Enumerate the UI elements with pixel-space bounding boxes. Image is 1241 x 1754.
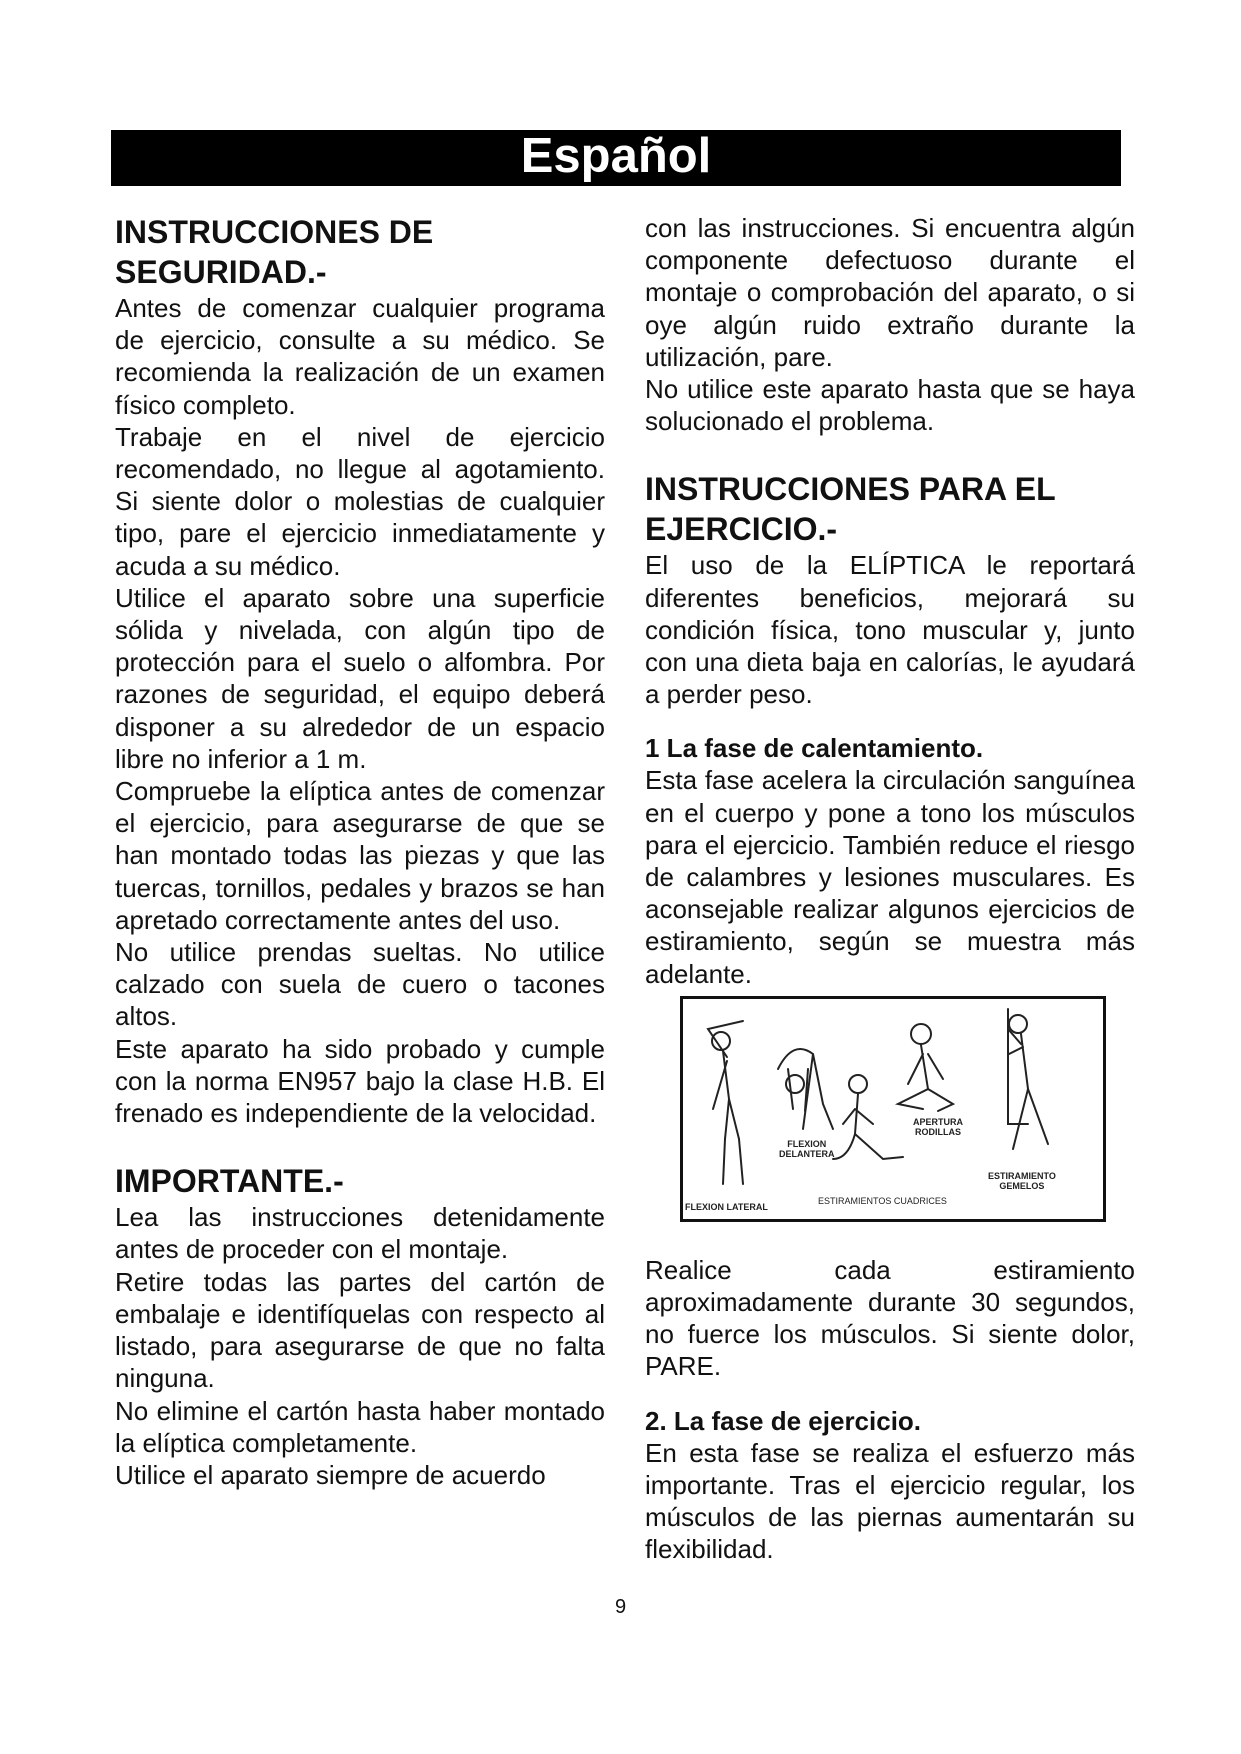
label-calf-stretch: ESTIRAMIENTO GEMELOS [988,1170,1056,1191]
important-paragraph-3: No elimine el cartón hasta haber montado la elíptica completamente. [115,1395,605,1458]
warmup-heading: 1 La fase de calentamiento. [645,733,984,764]
right-column [645,212,1135,1565]
language-banner [111,130,1121,186]
figure-knee-opening [898,1024,953,1111]
exercise-phase-heading: 2. La fase de ejercicio. [645,1405,922,1436]
safety-section [115,212,605,1129]
stretching-illustration [680,996,1106,1222]
warmup-text: Esta fase acelera la circulación sanguínea en el cuerpo y pone a tono los músculos para el ejercicio. También reduce el riesgo de calambres y lesiones musculares. Es aconsejable realizar algunos ejercicios de estiramiento, según se muestra más adelante. [645,765,1135,989]
label-knee-opening: APERTURA RODILLAS [913,1116,964,1137]
figure-lateral-flexion [708,1021,743,1184]
label-forward-flexion: FLEXION DELANTERA [779,1138,835,1159]
continued-paragraph-1: con las instrucciones. Si encuentra algún componente defectuoso durante el montaje o comprobación del aparato, o si oye algún ruido extraño durante la utilización, pare. [645,213,1135,372]
important-paragraph-1: Lea las instrucciones detenidamente antes de proceder con el montaje. [115,1202,605,1265]
important-section [115,1161,605,1491]
label-quad-stretch: ESTIRAMIENTOS CUADRICES [818,1195,947,1206]
important-paragraph-2: Retire todas las partes del cartón de embalaje e identifíquelas con respecto al listado, para asegurarse de que no falta ninguna. [115,1266,605,1394]
banner-title: Español [520,129,712,183]
left-column [115,212,605,1491]
safety-paragraph-4: Compruebe la elíptica antes de comenzar el ejercicio, para asegurarse de que se han montado todas las piezas y que las tuercas, tornillos, pedales y brazos se han apretado correctamente antes del uso. [115,776,605,935]
important-heading: IMPORTANTE.- [115,1163,344,1200]
label-lateral-flexion: FLEXION LATERAL [685,1201,768,1212]
exercise-heading: INSTRUCCIONES PARA EL EJERCICIO.- [645,471,1056,548]
safety-paragraph-1: Antes de comenzar cualquier programa de ejercicio, consulte a su médico. Se recomienda la realización de un examen físico completo. [115,293,605,420]
page-number: 9 [614,1596,627,1618]
safety-paragraph-2: Trabaje en el nivel de ejercicio recomendado, no llegue al agotamiento. Si siente dolor o molestias de cualquier tipo, pare el ejercicio inmediatamente y acuda a su médico. [115,421,605,581]
stretch-instructions: Realice cada estiramiento aproximadamente durante 30 segundos, no fuerce los músculos. Si siente dolor, PARE. [645,1254,1135,1382]
continued-paragraph-2: No utilice este aparato hasta que se haya solucionado el problema. [645,374,1135,437]
exercise-intro: El uso de la ELÍPTICA le reportará diferentes beneficios, mejorará su condición física, tono muscular y, junto con una dieta baja en calorías, le ayudará a perder peso. [645,550,1135,710]
safety-paragraph-6: Este aparato ha sido probado y cumple con la norma EN957 bajo la clase H.B. El frenado es independiente de la velocidad. [115,1033,605,1129]
safety-heading: INSTRUCCIONES DE SEGURIDAD.- [115,214,434,290]
exercise-phase-text: En esta fase se realiza el esfuerzo más importante. Tras el ejercicio regular, los músculos de las piernas aumentarán su flexibilidad. [645,1437,1135,1565]
safety-paragraph-5: No utilice prendas sueltas. No utilice calzado con suela de cuero o tacones altos. [115,937,605,1032]
figure-forward-flexion [778,1049,833,1129]
figure-calf-stretch [1008,1015,1048,1149]
safety-paragraph-3: Utilice el aparato sobre una superficie sólida y nivelada, con algún tipo de protección para el suelo o alfombra. Por razones de seguridad, el equipo deberá disponer a su alrededor de un espacio libre no inferior a 1 m. [115,582,605,774]
important-paragraph-4: Utilice el aparato siempre de acuerdo [115,1459,546,1490]
figure-quad-stretch [833,1075,903,1159]
